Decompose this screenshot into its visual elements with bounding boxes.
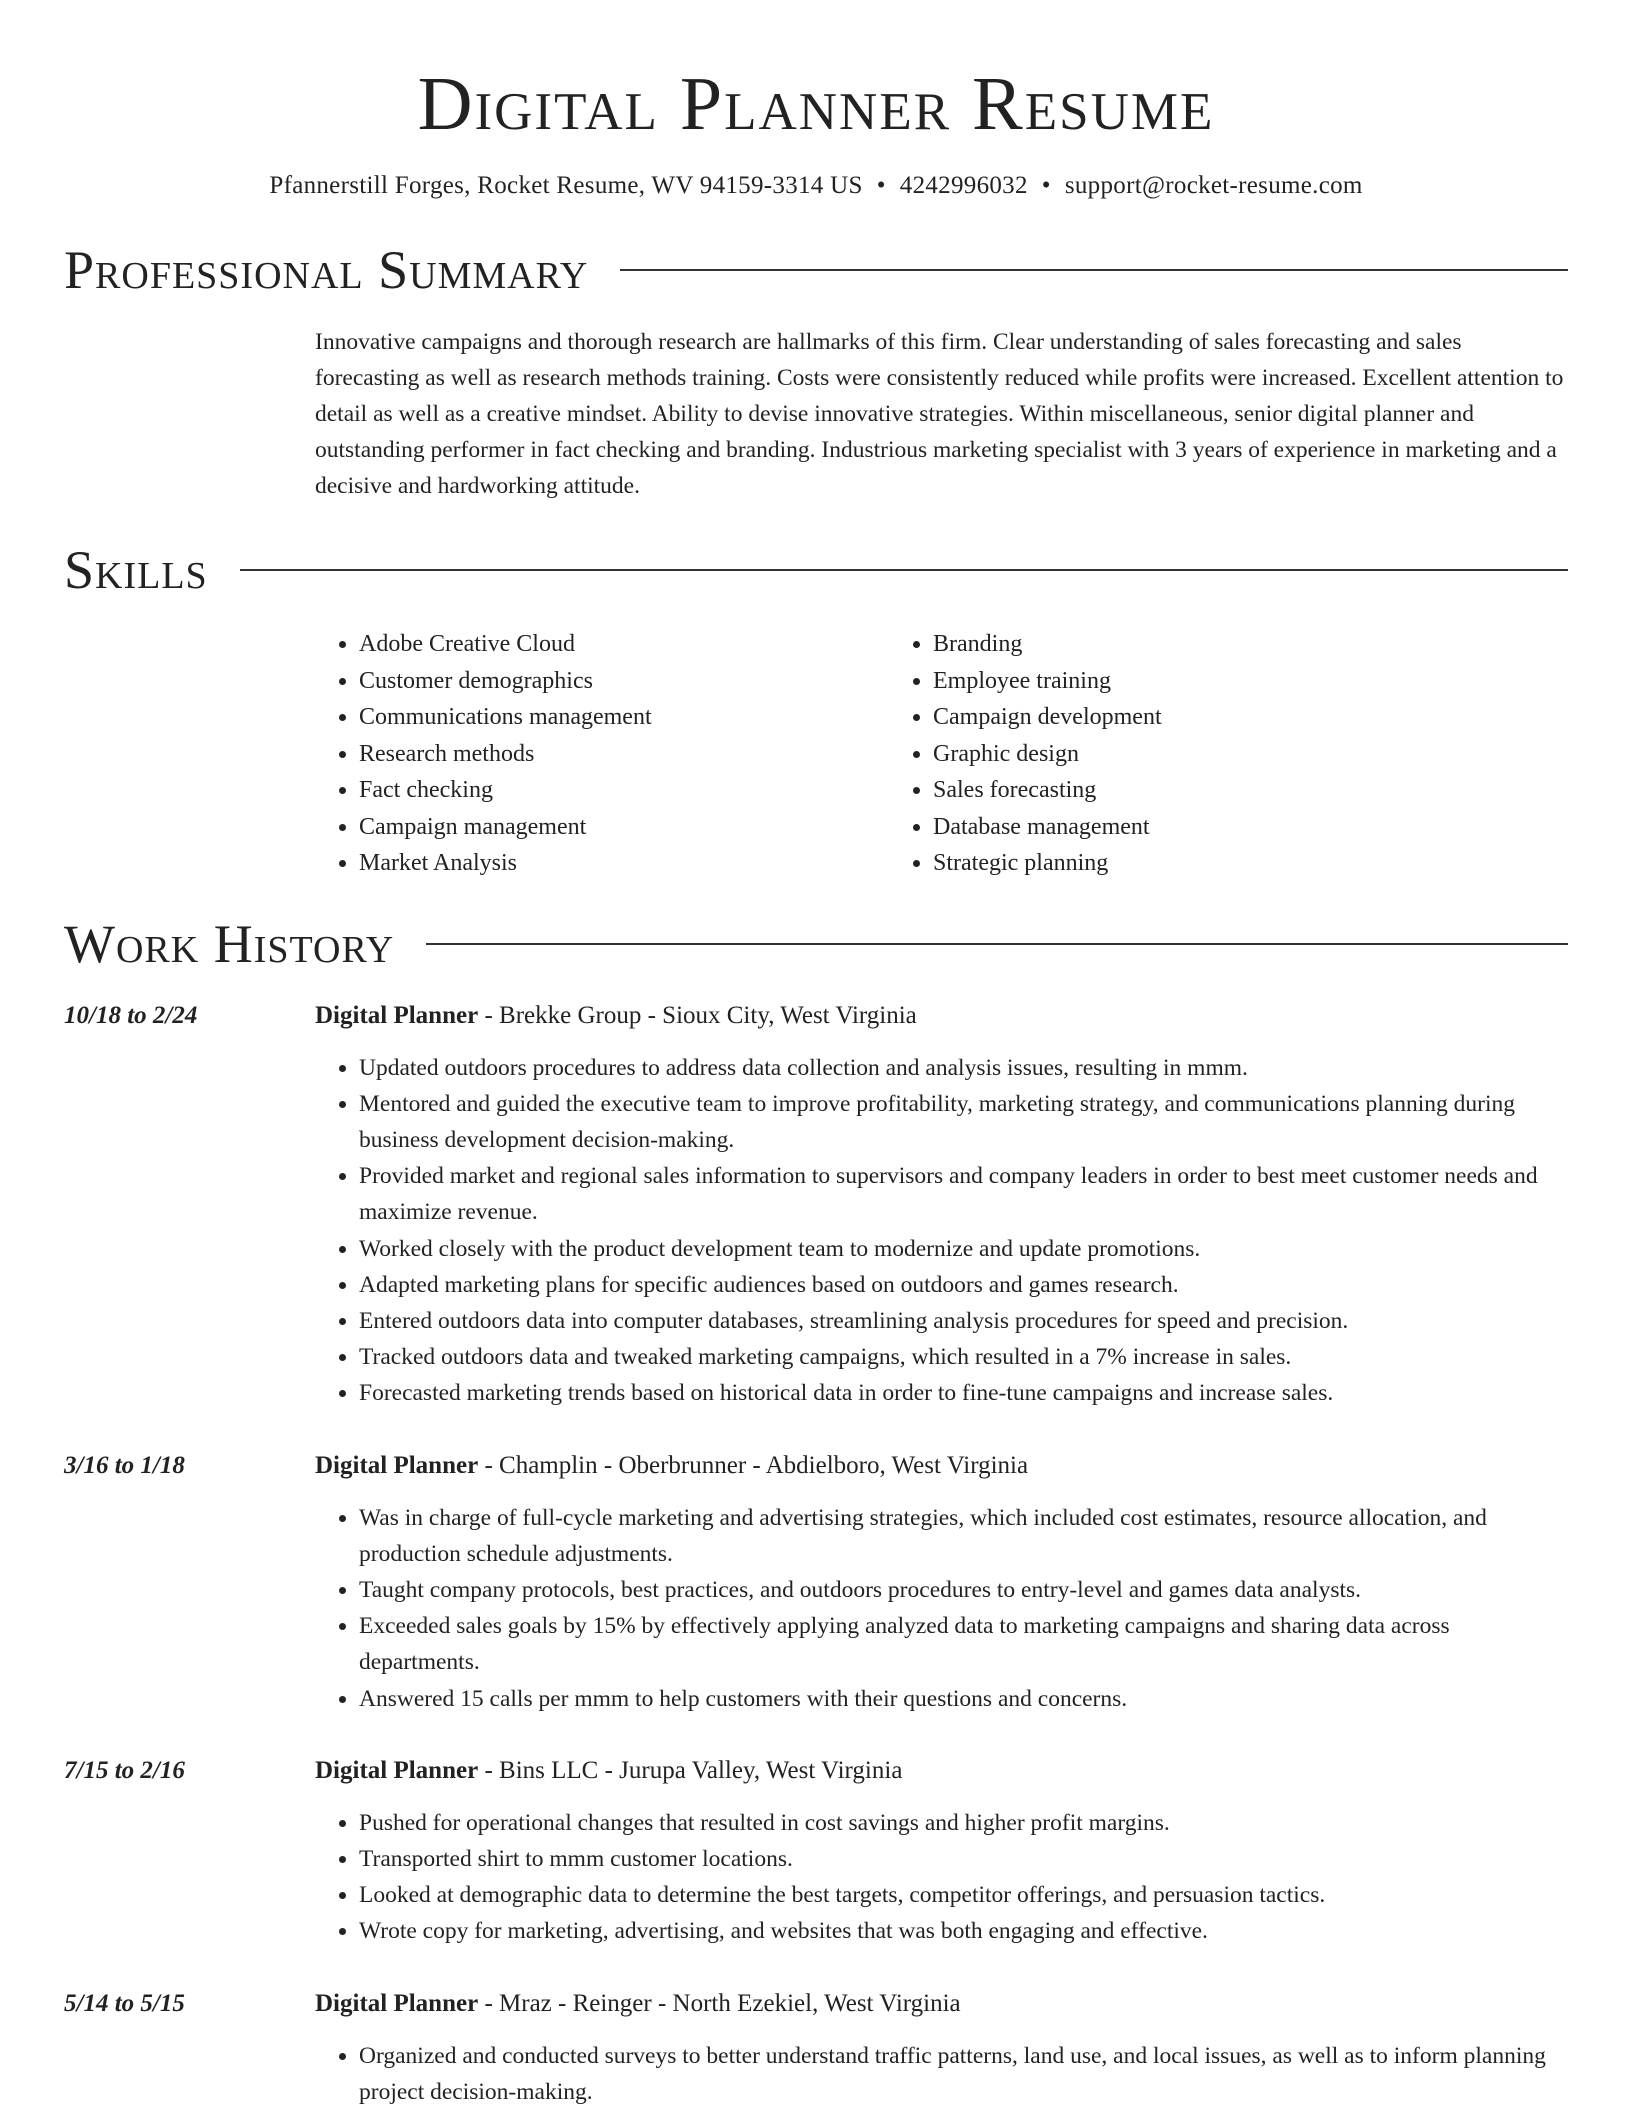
- job-bullets: [315, 2038, 1568, 2110]
- job-dates: 3/16 to 1/18: [64, 1451, 185, 1479]
- job-bullet: • Pushed for operational changes that resulted in cost savings and higher profit margins.: [359, 1805, 1568, 1841]
- job-bullet: • Tracked outdoors data and tweaked marketing campaigns, which resulted in a 7% increase in sales.: [359, 1339, 1568, 1375]
- job-bullet: • Exceeded sales goals by 15% by effectively applying analyzed data to marketing campaigns and sharing data across departments.: [359, 1608, 1568, 1680]
- skills-list-left: [315, 626, 889, 882]
- job-title: Digital Planner: [315, 1451, 479, 1479]
- skill-item: • Customer demographics: [359, 663, 889, 700]
- skill-item: • Graphic design: [933, 736, 1463, 773]
- job-dates: 5/14 to 5/15: [64, 1989, 185, 2017]
- section-divider: [620, 269, 1568, 271]
- skill-item: • Employee training: [933, 663, 1463, 700]
- skill-item: • Communications management: [359, 699, 889, 736]
- summary-heading: Professional Summary: [64, 240, 589, 300]
- job-bullet: • Answered 15 calls per mmm to help customers with their questions and concerns.: [359, 1681, 1568, 1717]
- skill-item: • Campaign management: [359, 809, 889, 846]
- job-bullet: • Updated outdoors procedures to address data collection and analysis issues, resulting in mmm.: [359, 1050, 1568, 1086]
- job-info: [315, 1986, 961, 2022]
- job-bullet: • Provided market and regional sales information to supervisors and company leaders in order to best meet customer needs and maximize revenue.: [359, 1158, 1568, 1230]
- job-bullet: • Worked closely with the product development team to modernize and update promotions.: [359, 1231, 1568, 1267]
- job-title: Digital Planner: [315, 1001, 479, 1029]
- contact-separator: •: [876, 172, 886, 199]
- contact-phone: 4242996032: [899, 172, 1028, 199]
- contact-email: support@rocket-resume.com: [1064, 172, 1363, 199]
- job-header: [64, 1753, 1568, 1789]
- job-title: Digital Planner: [315, 1989, 479, 2017]
- job-entry: [64, 1448, 1568, 1717]
- job-bullet: • Adapted marketing plans for specific audiences based on outdoors and games research.: [359, 1267, 1568, 1303]
- skills-section-header: [64, 538, 1568, 602]
- summary-section-header: [64, 238, 1568, 302]
- job-bullets: [315, 1805, 1568, 1950]
- skill-item: • Research methods: [359, 736, 889, 773]
- job-header: [64, 1986, 1568, 2022]
- job-employer: - Brekke Group - Sioux City, West Virginia: [478, 1001, 917, 1029]
- skills-list-right: [889, 626, 1463, 882]
- skills-heading: Skills: [64, 540, 208, 600]
- job-bullet: • Wrote copy for marketing, advertising, and websites that was both engaging and effective.: [359, 1913, 1568, 1949]
- skill-item: • Sales forecasting: [933, 772, 1463, 809]
- job-bullet: • Transported shirt to mmm customer locations.: [359, 1841, 1568, 1877]
- skill-item: • Branding: [933, 626, 1463, 663]
- resume-title: Digital Planner Resume: [417, 62, 1215, 146]
- job-bullet: • Forecasted marketing trends based on historical data in order to fine-tune campaigns and increase sales.: [359, 1375, 1568, 1411]
- job-header: [64, 1448, 1568, 1484]
- contact-line: [64, 168, 1568, 204]
- job-employer: - Champlin - Oberbrunner - Abdielboro, West Virginia: [478, 1451, 1029, 1479]
- job-title: Digital Planner: [315, 1756, 479, 1784]
- job-bullets: [315, 1500, 1568, 1717]
- job-bullet: • Was in charge of full-cycle marketing and advertising strategies, which included cost estimates, resource allocation, and production schedule adjustments.: [359, 1500, 1568, 1572]
- job-entry: [64, 1986, 1568, 2110]
- skills-columns: [315, 626, 1568, 882]
- work-heading: Work History: [64, 913, 395, 974]
- job-bullets: [315, 1050, 1568, 1412]
- contact-separator: •: [1041, 172, 1051, 199]
- job-dates: 10/18 to 2/24: [64, 1001, 198, 1029]
- skill-item: • Adobe Creative Cloud: [359, 626, 889, 663]
- job-employer: - Bins LLC - Jurupa Valley, West Virginia: [478, 1756, 903, 1784]
- skill-item: • Campaign development: [933, 699, 1463, 736]
- section-divider: [240, 569, 1568, 571]
- job-bullet: • Looked at demographic data to determine the best targets, competitor offerings, and persuasion tactics.: [359, 1877, 1568, 1913]
- job-header: [64, 998, 1568, 1034]
- skill-item: • Strategic planning: [933, 845, 1463, 882]
- job-info: [315, 1753, 902, 1789]
- job-bullet: • Organized and conducted surveys to better understand traffic patterns, land use, and local issues, as well as to inform planning project decision-making.: [359, 2038, 1568, 2110]
- work-history-list: [64, 998, 1568, 2110]
- skill-item: • Fact checking: [359, 772, 889, 809]
- skill-item: • Market Analysis: [359, 845, 889, 882]
- job-employer: - Mraz - Reinger - North Ezekiel, West Virginia: [478, 1989, 961, 2017]
- summary-text: Innovative campaigns and thorough research are hallmarks of this firm. Clear understanding of sales forecasting and sales forecasting as well as research methods training. Costs were consistently reduced while profits were increased. Excellent attention to detail as well as a creative mindset. Ability to devise innovative strategies. Within miscellaneous, senior digital planner and outstanding performer in fact checking and branding. Industrious marketing specialist with 3 years of experience in marketing and a decisive and hardworking attitude.: [315, 329, 1564, 499]
- job-entry: [64, 998, 1568, 1412]
- job-dates: 7/15 to 2/16: [64, 1756, 185, 1784]
- job-entry: [64, 1753, 1568, 1950]
- work-section-header: [64, 912, 1568, 976]
- job-bullet: • Mentored and guided the executive team to improve profitability, marketing strategy, and communications planning during business development decision-making.: [359, 1086, 1568, 1158]
- section-divider: [426, 943, 1568, 945]
- skill-item: • Database management: [933, 809, 1463, 846]
- job-bullet: • Taught company protocols, best practices, and outdoors procedures to entry-level and games data analysts.: [359, 1572, 1568, 1608]
- job-bullet: • Entered outdoors data into computer databases, streamlining analysis procedures for speed and precision.: [359, 1303, 1568, 1339]
- job-info: [315, 1448, 1028, 1484]
- contact-address: Pfannerstill Forges, Rocket Resume, WV 94159-3314 US: [269, 172, 863, 199]
- job-info: [315, 998, 917, 1034]
